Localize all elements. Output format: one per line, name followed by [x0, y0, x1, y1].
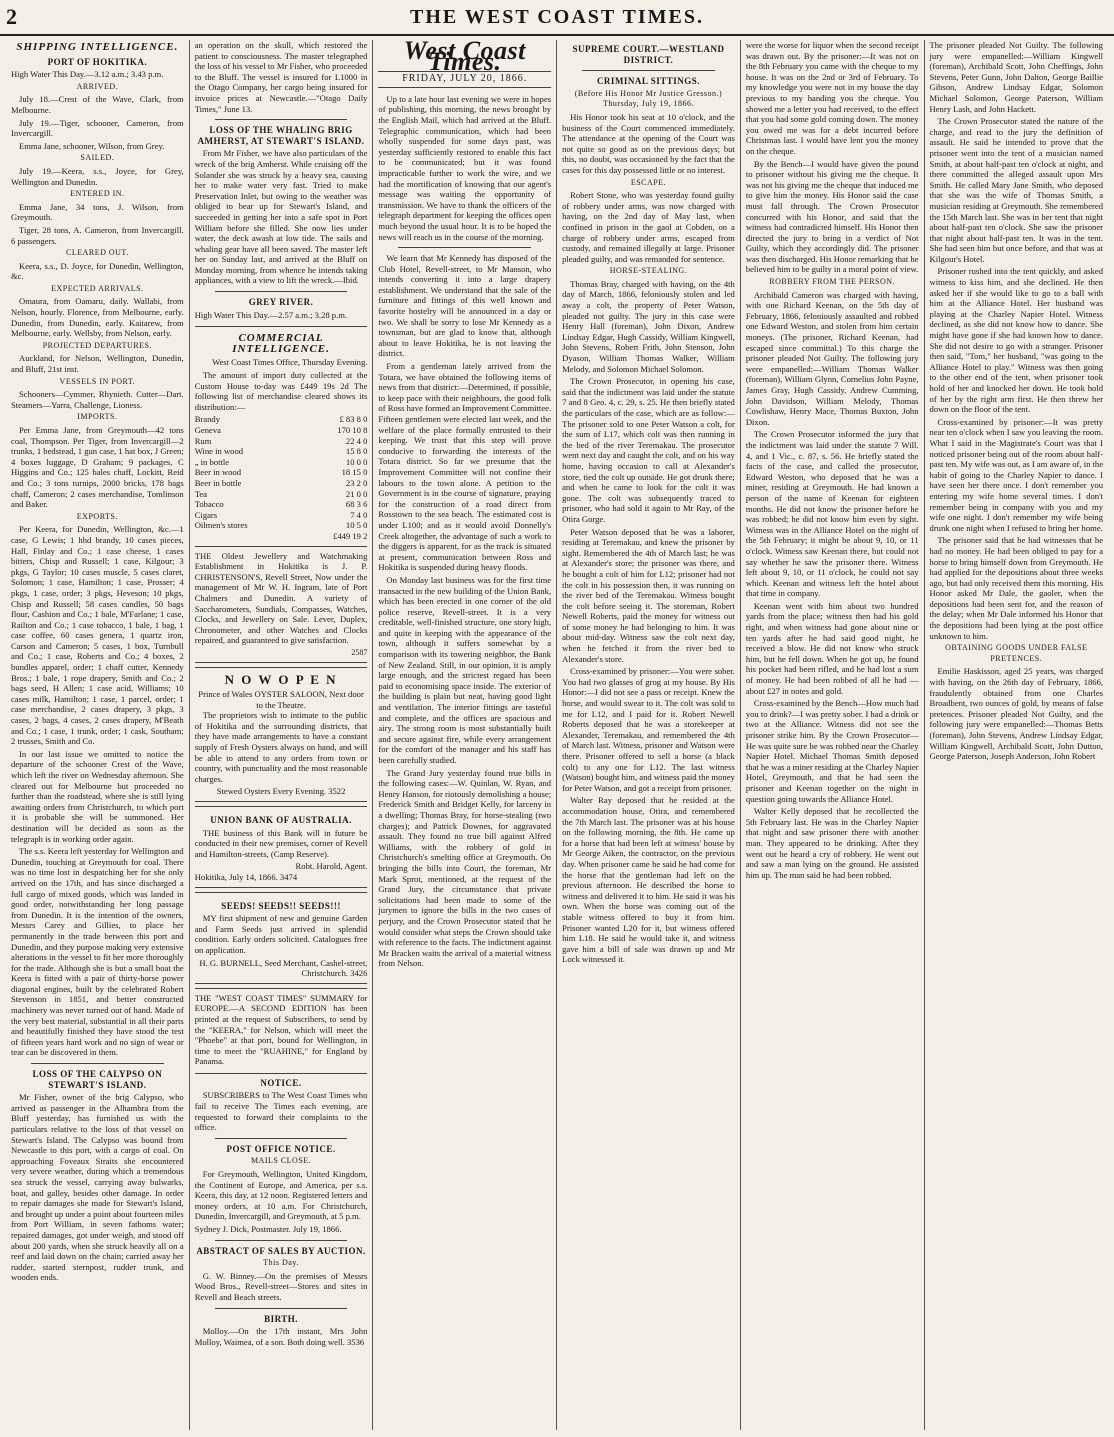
high-water: High Water This Day.—3.12 a.m.; 3.43 p.m.	[11, 69, 164, 80]
court-para: Cross-examined by the Bench—How much had you to drink?—I was pretty sober. I had a drink or two at the Alliance. Witness did not see the prisoner strike him. By the Crown Prosecutor—He was quite sure he was robbed near the Charley Napier Hotel. Michael Thomas Smith deposed that he was a miner residing at the Charley Napier Hotel, Greymouth, and that he had seen the prisoner and Keenan together on the night in question going towards the Alliance Hotel.	[745, 698, 919, 804]
court-heading: SUPREME COURT.—WESTLAND DISTRICT.	[572, 44, 725, 65]
court-para: Cross-examined by prisoner:—You were sober. You had two glasses of grog at my house. By His Honor:—I did not see a pass or receipt. Knew the horse, and would swear to it. The colt was sold to me for L12, and I paid for it. Robert Newell Roberts deposed that he was a storekeeper at Alexander, Teremakau, and remembered the 4th of March last. Witness, prisoner and Watson were there. Prisoner offered to sell a horse (a black colt) to any one for L12. The last witness (Watson) bought him, and witness paid the money for Peter Watson, and got a receipt from prisoner.	[562, 666, 735, 793]
arrived-item: July 18.—Crest of the Wave, Clark, from Melbourne.	[11, 94, 184, 115]
court-para: The prisoner pleaded Not Guilty. The following jury were empanelled:—William Kingwell (foreman), Archibald Scott, John Cheffings, John Stevens, Peter Gunn, John Dalton, George Baillie Gibson, Andrew Lindsay Edgar, Solomon Michael Solomon, George Paterson, William Henry Lash, and John Hackett.	[929, 40, 1104, 114]
expected-label: EXPECTED ARRIVALS.	[51, 283, 144, 293]
court-para: Robert Stone, who was yesterday found guilty of robbery under arms, was now charged with having, on the 2nd day of May last, when confined in prison in the gaol at Cobden, on a charge of robbery under arms, escaped from custody, and remained illegally at large. Prisoner pleaded guilty, and was remanded for sentence.	[562, 190, 735, 264]
entered-item: Tiger, 28 tons, A. Cameron, from Invercargill. 6 passengers.	[11, 224, 184, 246]
divider	[215, 1240, 348, 1241]
seeds-sign: H. G. BURNELL, Seed Merchant, Cashel-street, Christchurch. 3426	[199, 957, 368, 979]
duty-item-value: 21 0 0	[345, 488, 368, 499]
whaling-heading: LOSS OF THE WHALING BRIG AMHERST, AT STEWART'S ISLAND.	[197, 125, 365, 146]
escape-label: ESCAPE.	[630, 177, 667, 187]
horse-label: HORSE-STEALING.	[609, 266, 688, 276]
duty-row	[195, 478, 368, 489]
duty-item-name: Tea	[194, 488, 207, 499]
divider	[195, 326, 368, 327]
cleared-label: CLEARED OUT.	[65, 248, 129, 258]
masthead	[0, 0, 1114, 36]
column-1	[6, 40, 190, 1430]
sailed-label: SAILED.	[80, 153, 115, 163]
duty-item-value: 10 0 0	[345, 456, 368, 467]
divider	[398, 247, 531, 248]
court-para: Emilie Haskisson, aged 25 years, was charged with having, on the 26th day of February, 1866, fraudulently obtained from one Charles Broadbent, two ounces of gold, by means of false pretences. Prisoner pleaded Not Guilty, and the following jury were empanelled:—Thomas Betts (foreman), John Stevens, Andrew Lindsay Edgar, William Kingwell, Archibald Scott, John Dutton, George Paterson, Joseph Anderson, John Robert	[929, 666, 1104, 762]
bank-sign: Robt. Harold, Agent.	[295, 861, 368, 872]
in-port-text: Schooners—Cymmer, Rhynieth. Cutter—Dart. Steamers—Yarra, Challenge, Lioness.	[11, 389, 184, 410]
commercial-heading: COMMERCIAL INTELLIGENCE.	[232, 332, 330, 355]
arrived-item: Emma Jane, schooner, Wilson, from Grey.	[19, 140, 165, 151]
shipping-heading: SHIPPING INTELLIGENCE.	[16, 41, 179, 53]
office-line: West Coast Times Office, Thursday Evening.	[212, 357, 368, 368]
projected-text: Auckland, for Nelson, Wellington, Dunedin, and Bluff, 21st inst.	[11, 353, 184, 375]
grey-heading: GREY RIVER.	[248, 297, 314, 308]
exports-label: EXPORTS.	[76, 511, 118, 521]
ad-jeweller-text: THE Oldest Jewellery and Watchmaking Establishment in Hokitika is J. P. CHRISTENSON'S, Revell Street, Now under the management of Mr W. H. Ingram, late of Port Chalmers and Dunedin. A variety of Saccharometers, Sundials, Compasses, Watches, Clocks, and Jewellery on Sale. Lever, Duplex, Chronometer, and other Watches and Clocks repaired, and guaranteed to give satisfaction.	[194, 550, 368, 646]
arrived-item: July 19.—Tiger, schooner, Cameron, from Invercargill.	[11, 117, 184, 139]
divider	[215, 119, 348, 120]
duty-row	[195, 425, 368, 436]
court-para: By the Bench—I would have given the pound to prisoner without his giving me the cheque. It was not his giving me the cheque that induced me to give him the money. His Honor said the case must fall through. The Crown Prosecutor concurred with his Honor, and said that the witness had contradicted himself. His Honor then directed the jury to bring in a verdict of Not Guilty, which they accordingly did. The prisoner was then discharged. His Honor remarking that he believed him to be guilty in a moral point of view.	[745, 158, 919, 275]
calypso-heading: LOSS OF THE CALYPSO ON STEWART'S ISLAND.	[32, 1069, 163, 1090]
duty-row	[195, 499, 368, 510]
false-pretences-label: OBTAINING GOODS UNDER FALSE PRETENCES.	[945, 643, 1088, 663]
court-para: The Crown Prosecutor, in opening his case, said that the indictment was laid under the statute 7 and 8 Geo. 4, c. 29, s. 25. He then briefly stated the particulars of the case, which are as follow:—The prisoner sold to one Peter Watson a colt, for the sum of L17, which colt was then running in the bed of the river Teremakau. The prosecutor went next day and caught the colt, and on his way home, having occasion to call at Alexander's store, tied the colt up outside. He got drunk there; and when he came to look for the colt it was gone. The colt was subsequently traced to prisoner, who had sold it again to Mr Ray, of the Otira Gorge.	[562, 376, 735, 524]
column-4	[557, 40, 741, 1430]
court-para: Walter Kelly deposed that he recollected the 5th February last. He was in the Charley Napier that night and saw prisoner there with another man. They appeared to be drinking. After they went out he heard a cry of robbery. He went out and saw a man lying on the ground. He assisted him up. The man said he had been robbed.	[745, 806, 919, 880]
seeds-body: MY first shipment of new and genuine Garden and Farm Seeds just arrived in splendid condition. Early orders solicited. Catalogues free on application.	[194, 913, 368, 955]
duty-row	[195, 436, 368, 447]
duty-item-name: Brandy	[194, 414, 221, 425]
duty-row	[195, 446, 368, 457]
expected-text: Omaura, from Oamaru, daily. Wallabi, from Nelson, hourly. Florence, from Melbourne, early. Dunedin, from Dunedin, early. Kaitarew, from Melbourne, early. Wellsby, from Nelson, early.	[11, 296, 184, 339]
nameplate: West Coast Times.	[403, 40, 526, 76]
duty-item-name: Rum	[194, 435, 212, 446]
robbery-label: ROBBERY FROM THE PERSON.	[769, 277, 896, 287]
column-6	[925, 40, 1109, 1430]
court-para: Prisoner rushed into the tent quickly, and asked witness to kiss him, and she declined. He then asked her if she would like to go to a ball with him at the Alliance Hotel. Her husband was playing at the Charley Napier Hotel. Witness declined, as she did not know how to dance. She might have gone if she had known how to dance. She did not desire to go with a stranger. Prisoner then said, "Tom," her husband, "was going to the Alliance Hotel to play." Witness was then going to the other end of the tent, when prisoner took hold of her and knocked her down. He took hold of her by the right arm first. He then threw her down on the floor of the tent.	[929, 266, 1104, 415]
editorial-para: The Grand Jury yesterday found true bills in the following cases:—W. Quinlan, W. Ryan, and Henry Hanson, for riotously demolishing a house; Frederick Smith and Bridget Kelly, for larceny in a dwelling; Thomas Bray, for horse-stealing (two charges); and Patrick Downes, for aggravated assault. They found no true bill against Alfred Williams, with the robbery of gold in Christchurch's smelting office at Greymouth. On bringing the bills into Court, the foreman, Mr Mark Sprot, mentioned, at the request of the Grand Jury, the circumstance that private solicitations had been made to some of the jurymen to ignore the bills in the two cases of perjury, and the Crown Prosecutor stated that he would consider what steps the Crown should take with reference to the facts. The indictment against Mr Bracken waits the arrival of a material witness from Nelson.	[378, 767, 552, 969]
birth-body: Molloy.—On the 17th instant, Mrs John Molloy, Waimea, of a son. Both doing well. 3536	[194, 1326, 368, 1347]
post-title: POST OFFICE NOTICE.	[226, 1143, 336, 1154]
bank-date: Hokitika, July 14, 1866. 3474	[194, 871, 298, 882]
post-sign: Sydney J. Dick, Postmaster. July 19, 1866.	[194, 1224, 342, 1234]
column-5	[741, 40, 925, 1430]
exports-text: Per Keera, for Dunedin, Wellington, &c.—1 case, G Lewis; 1 hhd brandy, 10 cases pieces, Hall, Finlay and Co.; 1 case cheese, 1 cases bitters, Chisp and Russell; 1 case, Kilgour; 3 pkgs, G Taylor; 10 cases muscle, 5 cases claret, Solomon; 1 case, Hamilton; 1 case, Prosser; 4 pkgs, 1 case, order; 3 pkgs, Heveson; 10 pkgs, Chisp and Russell; 58 cases candles, 50 bags flour, Cashion and Co.; 1 bale, M'Farlane; 1 case, Railton and Co.; 1 case tobacco, 1 bale, 1 bag, 1 case coffee, 60 cases genera, 1 quartz iron, Carson and Cameron; 5 cases, 1 box, Turnbull and Co.; 1 case, Roberts and Co.; 4 boxes, 2 bundles apparel, order; 1 chaff cutter, Kennedy Bros.; 1 bale, 1 rope drapery, Smith and Co.; 2 bags seed, H Allen; 1 case acid, Williams; 10 cases milk, Hamilton; 1 case, 1 parcel, order; 1 case merchandise, 2 cases drapery, 3 pkgs, 3 cases, 2 bags, 4 cases, 2 cases drapery, M'Beath and Co.; 1 case, 1 trunk, order; 1 cask, Southam; 2 trusses, Smith and Co.	[11, 524, 184, 747]
paper-title: THE WEST COAST TIMES.	[410, 6, 704, 28]
duty-item-value: £ 83 8 0	[339, 414, 368, 425]
in-port-label: VESSELS IN PORT.	[59, 376, 136, 386]
arrived-label: ARRIVED.	[76, 81, 119, 91]
calypso-text: Mr Fisher, owner of the brig Calypso, who arrived as passenger in the Alhambra from the Bluff yesterday, has furnished us with the particulars relative to the loss of that vessel on Stewart's Island. The Calypso was bound from Newcastle to this port, with a cargo of coal. On approaching Foveaux Straits she encountered very severe weather, during which a tremendous sea struck the vessel, carrying away bulwarks, boat, and galley, besides other damage. In order to repair damages she made for Stewart's Island, and brought up under a point about fourteen miles from Port William, in seven fathoms water; repaired damages, got under weigh, and stood off about 200 yards, when she struck heavily all on a reef and laid down on the chain; carried away her rudder, started sternpost, rudder trunk, and wooden ends.	[11, 1092, 184, 1283]
duty-row	[195, 467, 368, 478]
bank-title: UNION BANK OF AUSTRALIA.	[210, 815, 352, 825]
duty-row	[195, 414, 368, 425]
ad-oyster-title: N O W O P E N	[224, 672, 338, 688]
editorial-para: On Monday last business was for the first time transacted in the new building of the Union Bank, which has been erected in one corner of the old police reserve, Revell-street. It is a very creditable, well-finished structure, one story high, and quite in keeping with the appearance of the town, although it suffers somewhat by a comparison with its towering neighbor, the Bank of New Zealand. Still, in our opinion, it is amply large enough, and the strictest regard has been paid to economising space inside. The exterior of the building is plain but neat, having good light and ventilation. The interior fittings are tasteful and complete, and the offices are spacious and airy. The strong room is most substantially built and secure against fire, while every arrangement for the comfort of the manager and his staff has been carefully studied.	[378, 574, 552, 765]
post-body: For Greymouth, Wellington, United Kingdom, the Continent of Europe, and America, per s.s. Keera, this day, at 12 noon. Registered letters and money orders, at 10 a.m. For Christchurch, Dunedin, Invercargill, and Greymouth, at 5 p.m.	[194, 1169, 368, 1222]
abstract-body: G. W. Binney.—On the premises of Messrs Wood Bros., Revell-street—Stores and sites in Revell and Beach streets.	[194, 1270, 368, 1302]
duty-row	[195, 510, 368, 521]
bank-body: THE business of this Bank will in future be conducted in their new premises, corner of Revell and Hamilton-streets, (Camp Reserve).	[194, 827, 368, 859]
court-para: Peter Watson deposed that he was a laborer, residing at Teremakau, and knew the prisoner by sight. Remembered the 4th of March last; he was at Alexander's store; the prisoner was there, and he bought a colt of him for L12; prisoner had not the colt in his possession then, it was running on the river bed of the Teremakau. Witness bought the colt before seeing it. The storeman, Robert Newell Roberts, paid the money for witness out of some money he had belonging to him. It was about mid-day. Witness saw the colt next day, when he fetched it from the river bed to Alexander's store.	[562, 526, 735, 664]
duty-item-value: 15 8 0	[345, 446, 368, 457]
court-para: Keenan went with him about two hundred yards from the place; witness then had his gold right, and when witness had gone about nine or ten yards after he had said good night, he received a blow. He did not know who struck him, but he fell down. When he got up, he found his pocket had been rifled, and he had lost a sum of money. He had been robbed of all he had — about £27 in notes and gold.	[745, 600, 919, 696]
duty-table	[195, 414, 368, 531]
summary-body: THE "WEST COAST TIMES" SUMMARY for EUROPE.—A SECOND EDITION has been printed at the request of Subscribers, to send by the "KEERA," for Nelson, which will meet the "Phoebe" at that port, bound for Wellington, in time to meet the "RUAHINE," for England by Panama.	[194, 992, 368, 1067]
ad-oyster-body: The proprietors wish to intimate to the public of Hokitika and the surrounding districts, that they have made arrangements to have a constant supply of Fresh Oysters always on hand, and will be able to attend to any orders from town or country, with punctuality and the most reasonable charges.	[194, 710, 368, 784]
notice-title: NOTICE.	[260, 1077, 302, 1088]
duty-row	[195, 520, 368, 531]
duty-item-name: „ in bottle	[194, 456, 230, 467]
court-para: Archibald Cameron was charged with having, with one Richard Keenan, on the 5th day of February, 1866, feloniously assaulted and robbed one Edward Weston, and stolen from him certain moneys. (The prisoner, Richard Keenan, had escaped since committal.) To this charge the prisoner pleaded Not Guilty. The following jury were empanelled:—William Thomas Walker (foreman), William Glynn, Cornelius John Payne, James Gray, Hugh Cassidy, Andrew Cumming, John Davidson, William Melody, Thomas Cowlishaw, Henry Mace, Thomas Buxton, John Dixon.	[745, 289, 919, 427]
court-para: His Honor took his seat at 10 o'clock, and the business of the Court commenced immediately. The attendance at the opening of the Court was not quite so good as on the previous days; but this, no doubt, was occasioned by the fact that the cases for this day possessed little or no interest.	[562, 111, 735, 175]
duty-row	[195, 457, 368, 468]
court-para: The prisoner said that he had witnesses that he had no money. He had been obliged to pay for a horse to bring himself down from Greymouth. He had applied for the depositions about three weeks ago, but had only received them this morning. His Honor asked Mr Dale, the gaoler, when the depositions had been sent for, and the reason of the delay; when Mr Dale informed his Honor that the depositions had been lying at the post office unknown to him.	[929, 535, 1104, 641]
port-heading: PORT OF HOKITIKA.	[47, 56, 148, 67]
abstract-title: ABSTRACT OF SALES BY AUCTION.	[196, 1245, 366, 1256]
editorial-para: Up to a late hour last evening we were in hopes of publishing, this morning, the news brought by the English Mail, which had arrived at the Bluff. Telegraphic communication, which had been wholly suspended for some days past, was yesterday sufficiently restored to enable this fact to be communicated; but it was found impracticable further to work the wire, and we had the mortification of knowing that our agent's message was waiting the opportunity of transmission. We have to thank the officers of the telegraph department for keeping the offices open much beyond the usual hour. It is to be hoped the news will reach us in the course of the morning.	[378, 93, 552, 242]
remarks-text: In our last issue we omitted to notice the departure of the schooner Crest of the Wave, which left the river on Wednesday afternoon. She cleared out for Melbourne but proceeded no further than the roadstead, where she is still lying awaiting orders from Christchurch, to which port it is probable she will be summoned. Her destination will be decided as soon as the telegraph is in working order again.	[11, 748, 184, 844]
duty-item-value: 22 4 0	[345, 435, 368, 446]
sailed-item: July 19.—Keera, s.s., Joyce, for Grey, Wellington and Dunedin.	[11, 165, 184, 187]
columns	[6, 40, 1108, 1430]
duty-item-value: 23 2 0	[345, 477, 368, 488]
duty-item-name: Tobacco	[194, 499, 224, 510]
entered-item: Emma Jane, 34 tons, J. Wilson, from Greymouth.	[11, 201, 184, 223]
duty-item-name: Beer in bottle	[194, 477, 242, 488]
whaling-text: From Mr Fisher, we have also particulars of the wreck of the brig Amherst. While cruising off the Solander she was struck by a heavy sea, causing her to make water very fast. Tried to make Preservation Inlet, but owing to the weather was obliged to bear up for Stewart's Island, and succeeded in getting her into a safe spot in Port William before she filled. She now lies under water, the deck awash at low tide. The sails and whaling gear have all been saved. The master left her on Sunday last, and arrived at the Bluff on Monday morning, from whence he intends taking appliances, with a view to lift the wreck.—Ibid.	[194, 148, 368, 286]
duty-item-value: 18 15 0	[341, 467, 368, 478]
imports-text: Per Emma Jane, from Greymouth—42 tons coal, Thompson. Per Tiger, from Invercargill—2 trunks, 1 bedstead, 1 gun case, 1 hat box, J Green; 4 boxes luggage, D Graham; 9 packages, C Higgins and Co.; 125 bales chaff, Lockitt, Reid and Co.; 3 tons turnips, 2000 bricks, 178 bags chaff, Cameron; 2 cases merchandise, Tomlinson and Baker.	[11, 425, 184, 510]
duty-text: The amount of import duty collected at the Custom House to-day was £449 19s 2d The following list of merchandise cleared shows its distribution:—	[194, 370, 368, 412]
editorial-para: We learn that Mr Kennedy has disposed of the Club Hotel, Revell-street, to Mr Manson, who intends converting it into a large drapery establishment. We understand that the sale of the furniture and fittings of this well known and favorite hostelry will be announced in a day or two. We shall be sorry to lose Mr Kennedy as a townsman, but are glad to know that, although about to leave Hokitika, he is not leaving the district.	[378, 253, 552, 359]
column-3	[373, 40, 557, 1430]
seeds-title: SEEDS! SEEDS!! SEEDS!!!	[221, 900, 341, 911]
divider	[215, 1308, 348, 1309]
ad-bank	[195, 806, 368, 888]
duty-item-name: Beer in wood	[194, 467, 242, 478]
duty-item-value: 10 5 0	[345, 520, 368, 531]
sittings-subheading: (Before His Honor Mr Justice Gresson.) Thursday, July 19, 1866.	[574, 88, 723, 109]
duty-item-name: Cigars	[194, 509, 218, 520]
duty-item-name: Oilmen's stores	[194, 520, 248, 531]
sittings-heading: CRIMINAL SITTINGS.	[596, 76, 700, 87]
cleared-item: Keera, s.s., D. Joyce, for Dunedin, Wellington, &c.	[11, 260, 184, 282]
ad-number: 2587	[351, 647, 368, 657]
calypso-continued: an operation on the skull, which restored the patient to consciousness. The master telegraphed the loss of his vessel to Mr Fisher, who proceeded to the Bluff. The vessel is insured for L1000 in the Otago Company, her cargo being insured for invoice prices at Newcastle.—"Otago Daily Times," June 13.	[194, 40, 368, 114]
keera-text: The s.s. Keera left yesterday for Wellington and Dunedin, touching at Greymouth for coal. There was no time lost in despatching her for she only arrived on the 17th, and has since discharged a full cargo of mixed goods, which was landed in good order, notwithstanding her long passage from Dunedin. It is the intention of the owners, Messrs Carey and Gillies, to place her permanently in the trade between this port and Dunedin, and they purpose making very extensive alterations in the vessel to fit her more thoroughly for the trade. Although she is but a small boat the Keera is fitted with a pair of thirty-horse power diagonal engines, built by the celebrated Robert Stevenson in 1851, and better constructed machinery was never turned out of hand. Made of the very best material, substantial in all their parts and beautifully finished they have stood the test of fifteen years hard work and no sign of wear or tear can be discovered in them.	[11, 846, 184, 1058]
court-para: were the worse for liquor when the second receipt was drawn out. By the prisoner:—It was not on the 8th February you came with the cheque to my house. It was on the 2nd or 3rd of February. To my knowledge you were not in my house the day previous to my handing you the cheque. You showed me a letter you had received, to the effect that you had some gold coming down. The money you owed me was for a debt incurred before Christmas last. I would have lent you the money on the cheque.	[745, 40, 919, 156]
duty-total: £449 19 2	[333, 530, 368, 541]
post-mails: MAILS CLOSE.	[250, 1156, 312, 1166]
birth-title: BIRTH.	[264, 1313, 299, 1324]
imports-label: IMPORTS.	[77, 412, 118, 422]
ad-summary	[195, 988, 368, 1074]
ad-seeds	[195, 892, 368, 984]
divider	[215, 291, 348, 292]
duty-item-name: Wine in wood	[194, 446, 244, 457]
grey-high-water: High Water This Day.—2.57 a.m.; 3.28 p.m.	[194, 309, 348, 320]
duty-item-value: 68 3 6	[345, 499, 368, 510]
entered-label: ENTERED IN.	[70, 189, 125, 199]
abstract-day: This Day.	[263, 1258, 299, 1268]
duty-row	[195, 489, 368, 500]
dateline: FRIDAY, JULY 20, 1866.	[378, 71, 551, 88]
divider	[582, 70, 715, 71]
divider	[31, 1063, 164, 1064]
projected-label: PROJECTED DEPARTURES.	[42, 340, 152, 350]
divider	[215, 1138, 348, 1139]
court-para: Cross-examined by prisoner:—It was pretty near ten o'clock when I saw you leaving the room. What I said in the Magistrate's Court was that I noticed prisoner being out of the room about half-past ten. My wife was out, as I am aware of, in the habit of going to the Charley Napier to dance. I have seen her there once. I don't remember you entering my wife home several times. I don't remember being in company with you and my wife one night. I don't remember my wife being drunk one night when I refused to bring her home.	[929, 416, 1104, 533]
duty-item-value: 170 10 8	[337, 425, 368, 435]
notice-body: SUBSCRIBERS to The West Coast Times who fail to receive The Times each evening, are requested to forward their complaints to the office.	[194, 1090, 368, 1133]
duty-item-name: Geneva	[194, 425, 221, 435]
ad-oyster	[195, 667, 368, 802]
duty-item-value: 7 4 0	[350, 509, 368, 520]
column-2	[190, 40, 374, 1430]
court-para: The Crown Prosecutor informed the jury that the indictment was laid under the statute 7 Will. 4, and 1 Vic., c. 87, s. 56. He briefly stated the facts of the case, and called the prosecutor, Edward Weston, who deposed that he was a miner, residing at Greymouth. He had known a person of the name of Keenan for eighteen months. He did not know the prisoner before he was robbed; he did not know him even by sight. Witness was in the Alliance Hotel on the night of the 5th February; it might be about 9, 10, or 11 o'clock. Witness saw Keenan there, but could not say whether he saw the prisoner there. Witness left about 9, 10, or 11 o'clock, he could not say which. Keenan and witness left the hotel about that time in company.	[745, 429, 919, 599]
court-para: The Crown Prosecutor stated the nature of the charge, and read to the jury the definition of assault. He said he intended to prove that the prisoner went into the tent of a musician named Smith, at about half-past ten o'clock at night, and there committed the alleged assault upon Mrs Smith. He called Mary Jane Smith, who deposed that she was the wife of Thomas Smith, a musician residing at Greymouth. She remembered the 15th March last. She was in her tent that night about half-past ten o'clock. She saw the prisoner that night about half-past ten. It was in the tent. She had seen him but once before, and that was at Kilgour's Hotel.	[929, 116, 1104, 264]
ad-oyster-foot: Stewed Oysters Every Evening. 3522	[216, 786, 346, 797]
page-number: 2	[6, 4, 17, 29]
court-para: Walter Ray deposed that he resided at the accommodation house, Otira, and remembered the 7th March last. The prisoner was at his house on the following morning, the 8th. He came up for a horse that had been left at witness' house by Mr George Aiken, the contractor, on the previous day. When prisoner came he said he had come for the horse that the gentleman had left on the previous afternoon. He described the horse to witness and delivered it to him. He said it was his own. When the horse was coming out of the stable witness offered to buy it from him. Prisoner wanted L20 for it, but witness offered him L18. He said he would take it, and witness gave him a bill of sale was drawn up and Mr Lock witnessed it.	[562, 795, 735, 965]
court-para: Thomas Bray, charged with having, on the 4th day of March, 1866, feloniously stolen and led away a colt, the property of Peter Watson, pleaded not guilty. The jury in this case were Henry Hall (foreman), John Dixon, Andrew Lindsay Edgar, Hugh Cassidy, William Kingwell, John Stevens, Robert Frith, John Stenson, John Dyason, William Thomas Walker, William Melody, and Solomon Michael Solomon.	[562, 278, 735, 374]
ad-oyster-sub: Prince of Wales OYSTER SALOON, Next door to the Theatre.	[198, 689, 364, 710]
ad-jeweller	[195, 546, 368, 664]
editorial-para: From a gentleman lately arrived from the Totara, we have obtained the following items of news from that district:—Determined, if possible, to keep pace with their neighbours, the good folk of Ross have formed an Improvement Committee. Fifteen gentlemen were elected last week, and the welfare of the place formally entrusted to their keeping. We trust that this step will prove conducive to forwarding the interests of the Totara district. So far we presume that the Improvement Committee will not confine their labours to the town alone. A petition to the Government is in the course of signature, praying for the construction of a road direct from Rosstown to the sea beach. The estimated cost is under L100; and as it would avoid Donnelly's Creek altogether, the advantage of such a work to the diggers is apparent, for as the track is situated at present, communication between Ross and Hokitika is suspended during heavy floods.	[378, 361, 552, 573]
